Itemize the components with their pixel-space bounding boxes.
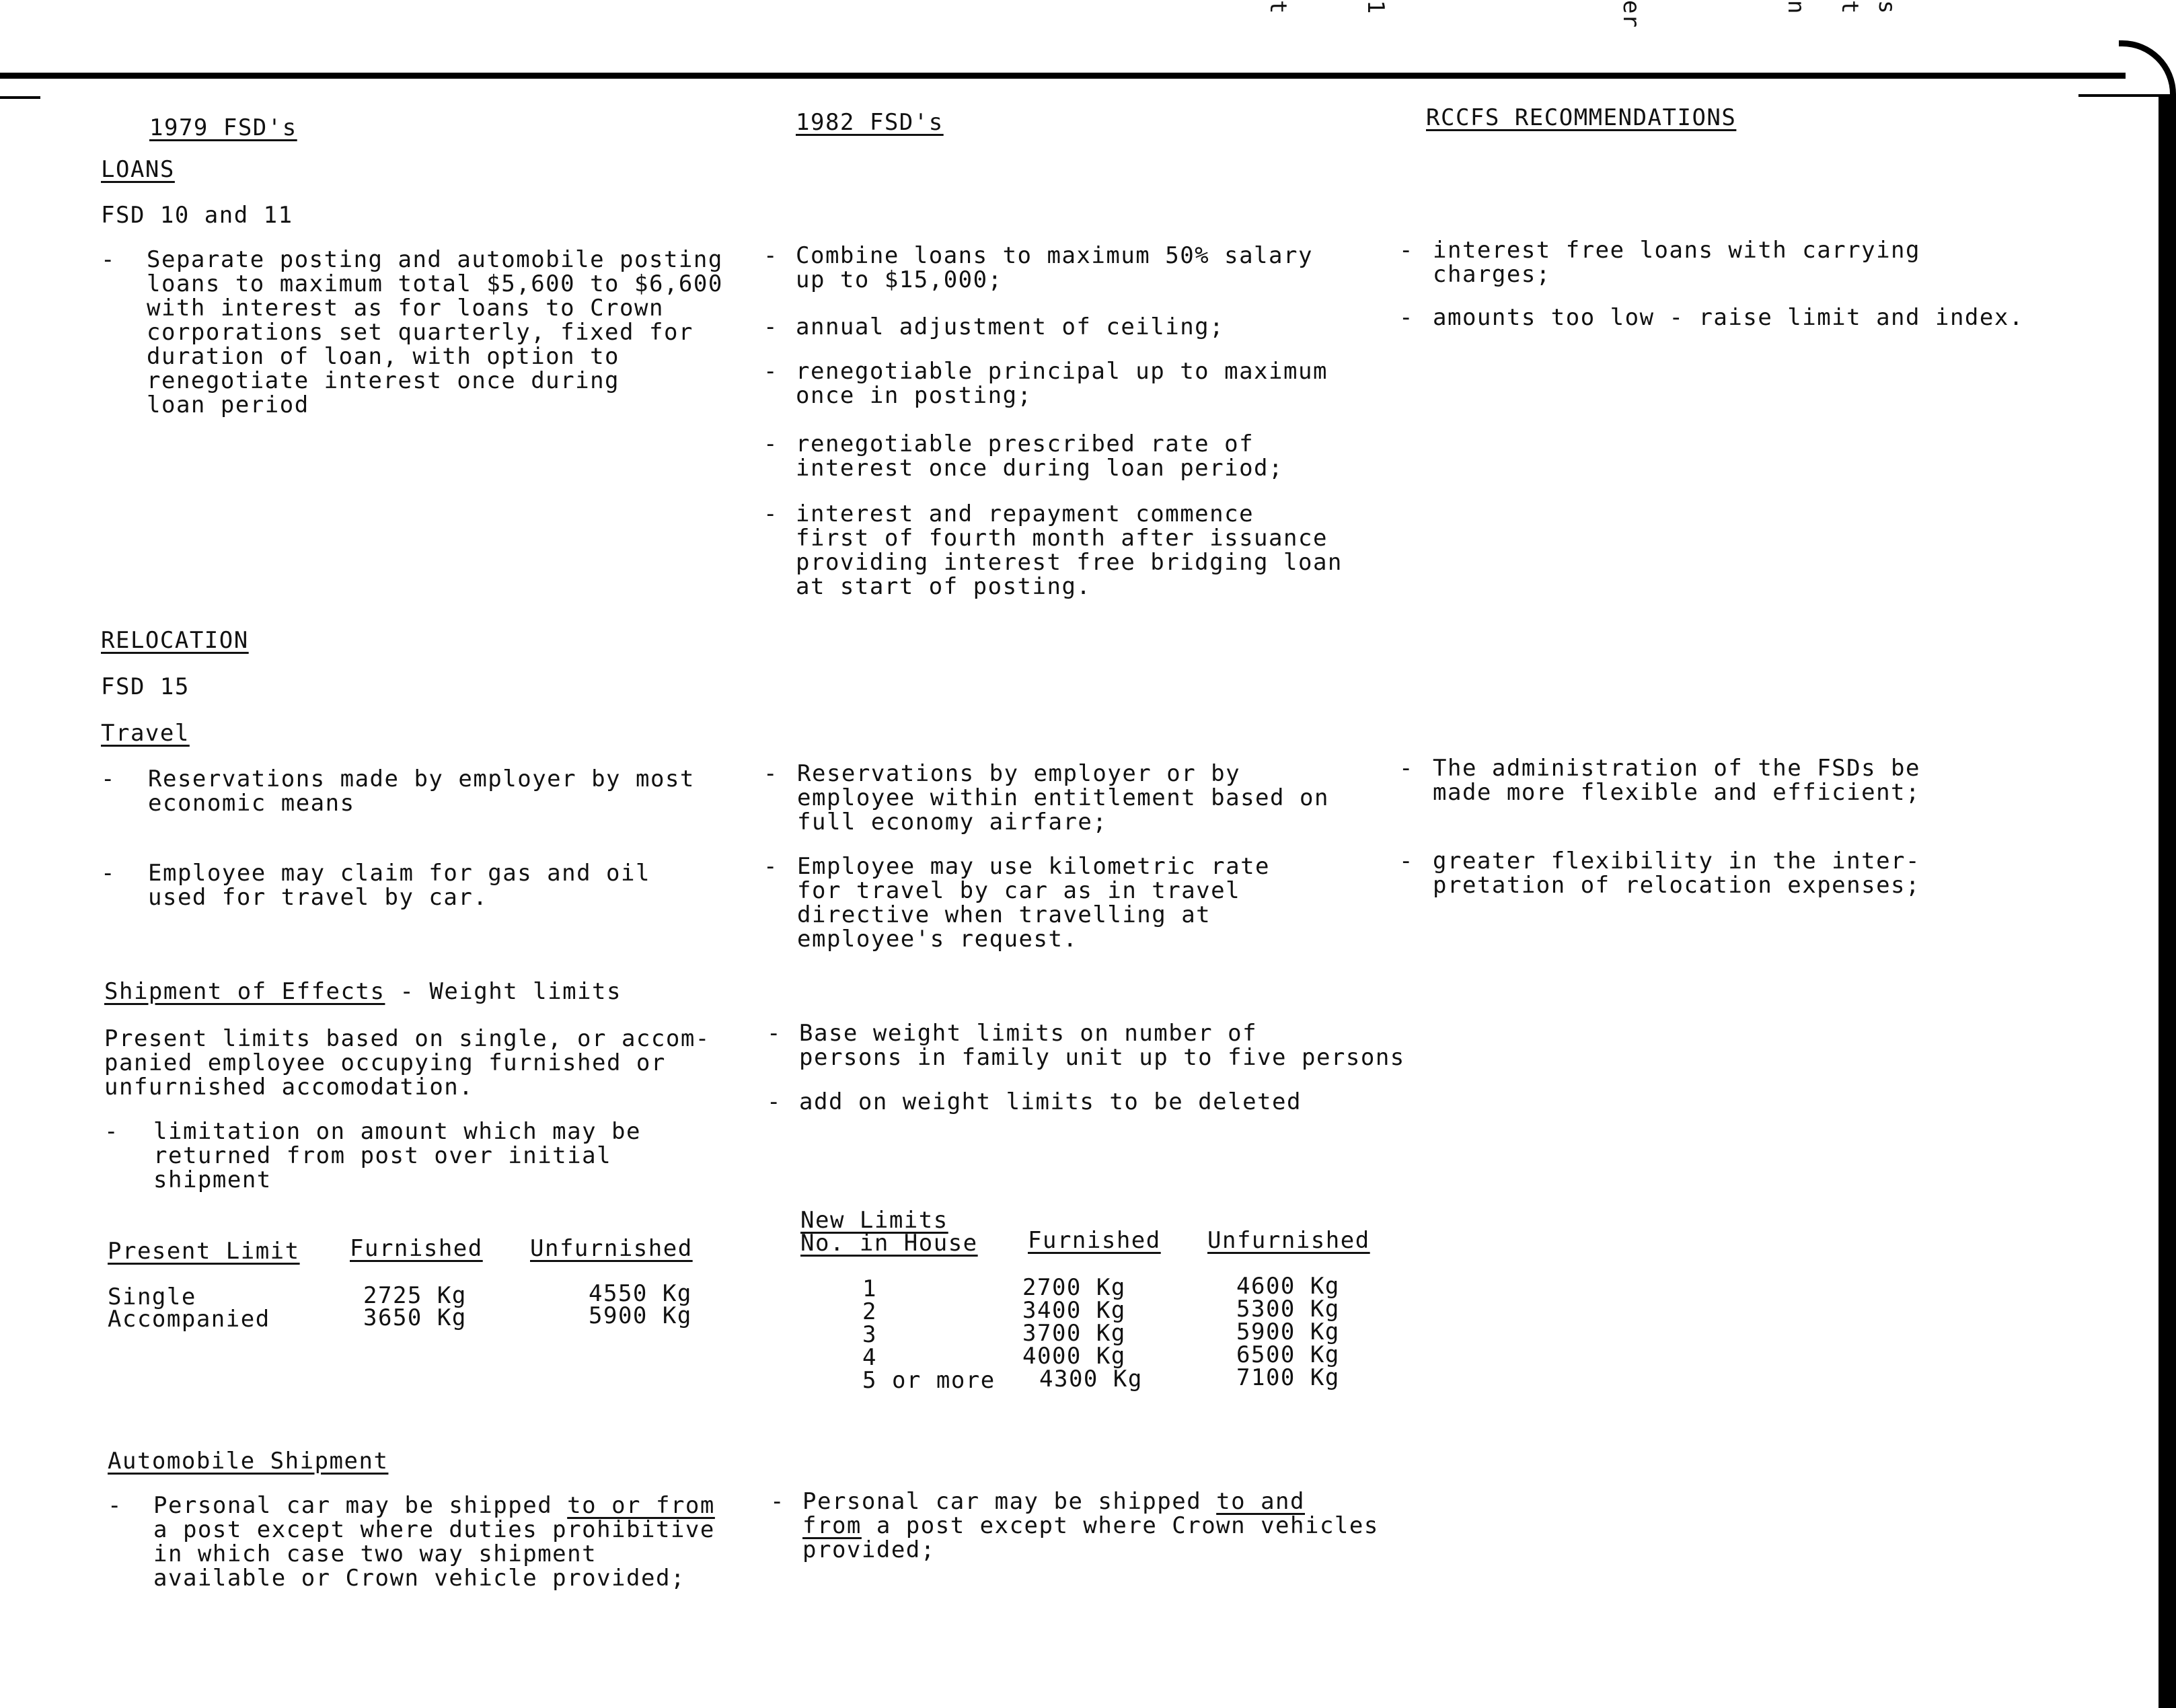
bullet-dash: - xyxy=(1399,237,1414,264)
header-line-right xyxy=(2078,94,2159,97)
loans-rccfs-item: amounts too low - raise limit and index. xyxy=(1433,304,2024,331)
bullet-dash: - xyxy=(101,860,116,887)
header-line-left xyxy=(0,96,40,99)
new-table-cell: 1 xyxy=(862,1275,877,1302)
new-table-cell: 6500 Kg xyxy=(1236,1341,1340,1368)
present-table-cell: Accompanied xyxy=(108,1306,270,1333)
shipment-1979-item: limitation on amount which may be returned from post over initial shipment xyxy=(153,1118,642,1193)
bullet-dash: - xyxy=(763,500,778,527)
automobile-1982-text: Personal car may be shipped xyxy=(802,1488,1217,1515)
new-table-cell: 3400 Kg xyxy=(1022,1297,1126,1324)
new-table-title: New Limits xyxy=(800,1207,948,1234)
shipment-heading: Shipment of Effects xyxy=(104,978,385,1005)
bullet-dash: - xyxy=(763,242,778,269)
travel-1979-item: Employee may claim for gas and oil used for travel by car. xyxy=(148,860,650,911)
shipment-heading-row xyxy=(104,979,622,1004)
new-table-cell: 5 or more xyxy=(862,1367,996,1394)
top-border xyxy=(0,73,2126,79)
new-table-cell: 5900 Kg xyxy=(1236,1319,1340,1345)
new-table-cell: 4000 Kg xyxy=(1022,1343,1126,1370)
new-table-header: No. in House xyxy=(800,1230,978,1257)
automobile-1982-emphasis: from xyxy=(802,1512,862,1539)
bullet-dash: - xyxy=(101,766,116,792)
present-table-cell: Single xyxy=(108,1284,196,1310)
automobile-heading: Automobile Shipment xyxy=(108,1448,389,1475)
bullet-dash: - xyxy=(763,431,778,457)
bullet-dash: - xyxy=(763,313,778,340)
present-table-cell: 3650 Kg xyxy=(363,1304,467,1331)
new-table-cell: 7100 Kg xyxy=(1236,1364,1340,1391)
bullet-dash: - xyxy=(763,853,778,880)
new-table-cell: 3700 Kg xyxy=(1022,1320,1126,1347)
top-fragment: er xyxy=(1618,0,1645,28)
bullet-dash: - xyxy=(763,358,778,385)
present-table-cell: 5900 Kg xyxy=(589,1302,692,1329)
new-table-cell: 2 xyxy=(862,1298,877,1325)
new-table-cell: 3 xyxy=(862,1321,877,1348)
present-table-cell: 4550 Kg xyxy=(589,1280,692,1307)
bullet-dash: - xyxy=(1399,848,1414,875)
loans-rccfs-item: interest free loans with carrying charges; xyxy=(1433,237,1921,288)
travel-1982-item: Reservations by employer or by employee within entitlement based on full economy airfare; xyxy=(797,760,1329,836)
loans-1982-item: Combine loans to maximum 50% salary up to $15,000; xyxy=(796,242,1313,293)
travel-1982-item: Employee may use kilometric rate for travel by car as in travel directive when travelling at employee's request. xyxy=(797,853,1271,953)
new-table-cell: 4600 Kg xyxy=(1236,1273,1340,1300)
new-table-header: Furnished xyxy=(1028,1227,1161,1254)
present-table-header: Present Limit xyxy=(108,1238,300,1265)
automobile-1982-emphasis: to and xyxy=(1216,1488,1305,1515)
bullet-dash: - xyxy=(1399,755,1414,782)
present-table-cell: 2725 Kg xyxy=(363,1282,467,1309)
automobile-1982-text-rest: a post except where Crown vehicles provided; xyxy=(802,1512,1379,1563)
relocation-fsd: FSD 15 xyxy=(101,673,190,700)
loans-1982-item: interest and repayment commence first of fourth month after issuance providing interest free bridging loan at start of posting. xyxy=(796,500,1343,600)
present-table-header: Unfurnished xyxy=(530,1235,693,1262)
automobile-1979-text: Personal car may be shipped xyxy=(153,1492,568,1519)
top-fragment: 1 xyxy=(1362,0,1389,14)
travel-rccfs-item: The administration of the FSDs be made more flexible and efficient; xyxy=(1433,755,1921,806)
automobile-1982-item xyxy=(802,1489,1379,1562)
top-fragment: t xyxy=(1265,0,1291,14)
top-fragment: n xyxy=(1783,0,1809,14)
travel-heading: Travel xyxy=(101,720,190,747)
bullet-dash: - xyxy=(767,1020,782,1047)
loans-1982-item: annual adjustment of ceiling; xyxy=(796,313,1225,340)
new-table-cell: 4300 Kg xyxy=(1039,1366,1143,1393)
shipment-1982-item: add on weight limits to be deleted xyxy=(799,1088,1302,1115)
bullet-dash: - xyxy=(101,246,116,273)
present-table-header: Furnished xyxy=(350,1235,483,1262)
new-table-cell: 5300 Kg xyxy=(1236,1296,1340,1323)
top-fragment: t xyxy=(1836,0,1863,14)
automobile-1979-text-rest: a post except where duties prohibitive in which case two way shipment available or Crown vehicle provided; xyxy=(153,1516,715,1592)
loans-1982-item: renegotiable prescribed rate of interest once during loan period; xyxy=(796,431,1284,482)
new-table-cell: 2700 Kg xyxy=(1022,1274,1126,1301)
bullet-dash: - xyxy=(763,760,778,787)
loans-1979-item: Separate posting and automobile posting loans to maximum total $5,600 to $6,600 with interest as for loans to Crown corporations set quarterly, fixed for duration of loan, with option to renegotiate interest once during loan period xyxy=(147,246,723,418)
bullet-dash: - xyxy=(104,1118,119,1145)
shipment-intro: Present limits based on single, or accom- panied employee occupying furnished or unfurnished accomodation. xyxy=(104,1025,710,1101)
bullet-dash: - xyxy=(770,1488,785,1515)
header-1982: 1982 FSD's xyxy=(796,109,944,136)
bullet-dash: - xyxy=(767,1088,782,1115)
bullet-dash: - xyxy=(1399,304,1414,331)
automobile-1979-item xyxy=(153,1493,715,1590)
loans-heading: LOANS xyxy=(101,156,175,183)
top-border-curve xyxy=(2119,40,2176,94)
loans-fsd: FSD 10 and 11 xyxy=(101,202,293,229)
right-edge xyxy=(2159,94,2176,1708)
shipment-heading-suffix: - Weight limits xyxy=(385,978,622,1005)
relocation-heading: RELOCATION xyxy=(101,627,249,654)
travel-1979-item: Reservations made by employer by most economic means xyxy=(148,766,695,817)
new-table-header: Unfurnished xyxy=(1207,1227,1370,1254)
loans-1982-item: renegotiable principal up to maximum once in posting; xyxy=(796,358,1328,409)
header-1979: 1979 FSD's xyxy=(149,114,297,141)
travel-rccfs-item: greater flexibility in the inter- pretation of relocation expenses; xyxy=(1433,848,1921,899)
top-fragment: s xyxy=(1873,0,1900,14)
bullet-dash: - xyxy=(108,1492,122,1519)
shipment-1982-item: Base weight limits on number of persons in family unit up to five persons xyxy=(799,1020,1405,1071)
new-table-cell: 4 xyxy=(862,1344,877,1371)
automobile-1979-emphasis: to or from xyxy=(567,1492,715,1519)
header-rccfs: RCCFS RECOMMENDATIONS xyxy=(1426,104,1737,131)
